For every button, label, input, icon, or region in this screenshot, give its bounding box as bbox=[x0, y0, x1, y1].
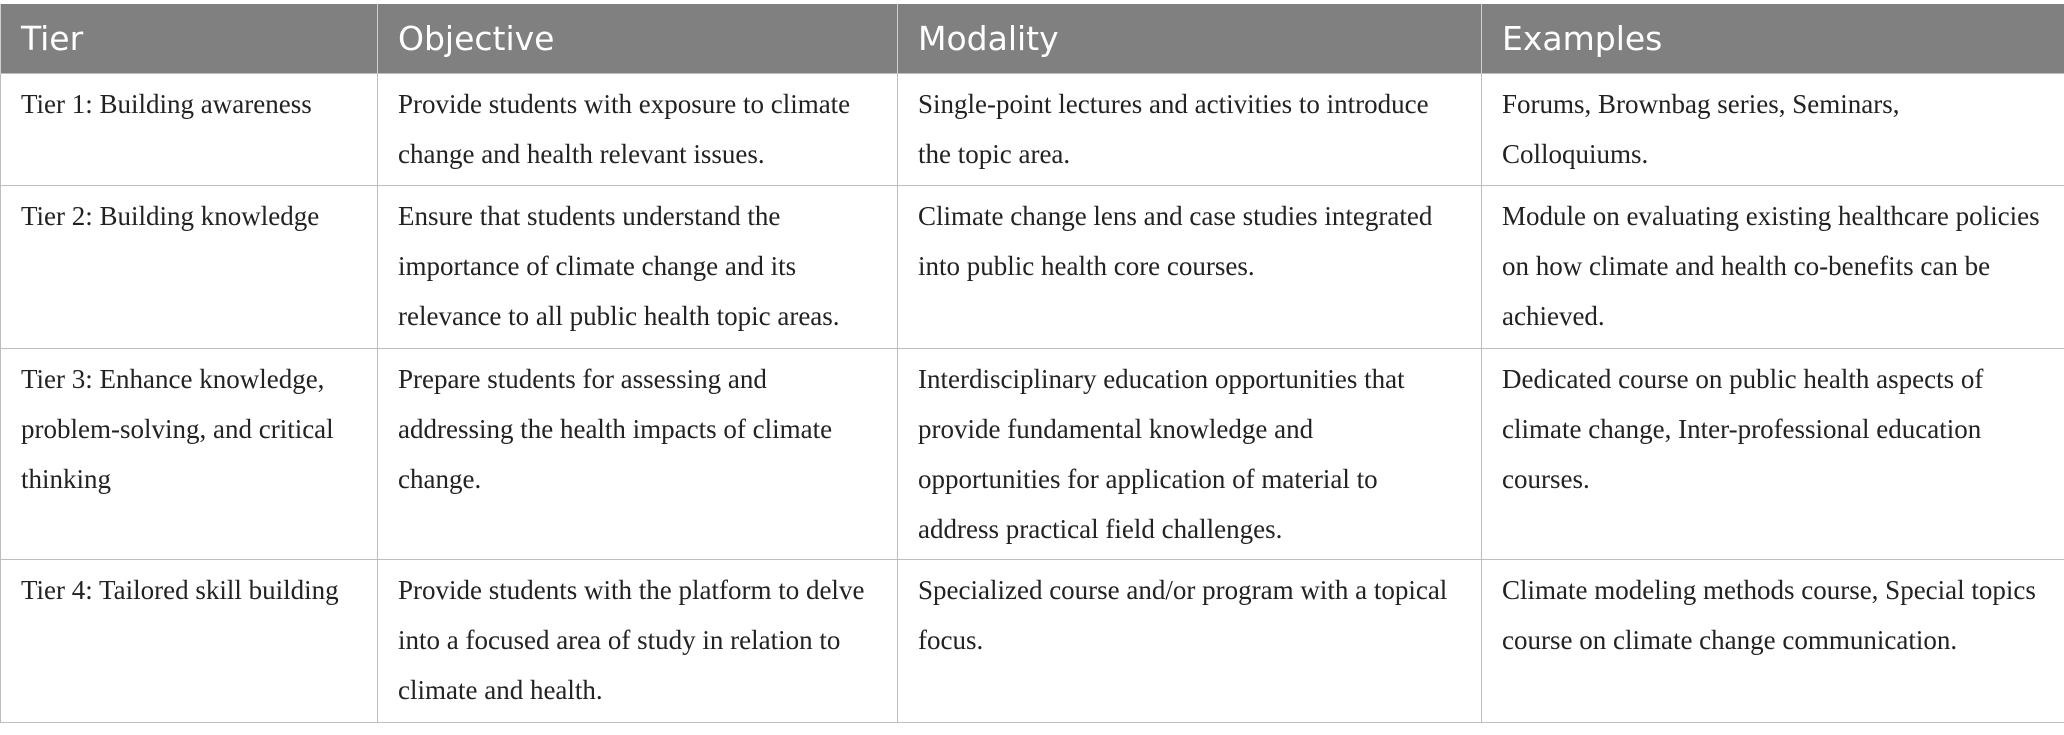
cell-objective: Ensure that students understand the importance of climate change and its relevance to all public health topic areas. bbox=[378, 186, 898, 349]
cell-modality: Interdisciplinary education opportunities that provide fundamental knowledge and opportunities for application of material to address practical field challenges. bbox=[898, 349, 1482, 560]
cell-examples: Climate modeling methods course, Special topics course on climate change communication. bbox=[1482, 560, 2064, 723]
cell-examples: Forums, Brownbag series, Seminars, Colloquiums. bbox=[1482, 74, 2064, 186]
cell-objective: Provide students with exposure to climate change and health relevant issues. bbox=[378, 74, 898, 186]
header-modality: Modality bbox=[898, 4, 1482, 74]
header-examples: Examples bbox=[1482, 4, 2064, 74]
cell-tier: Tier 3: Enhance knowledge, problem-solving, and critical thinking bbox=[1, 349, 378, 560]
cell-examples: Module on evaluating existing healthcare policies on how climate and health co-benefits can be achieved. bbox=[1482, 186, 2064, 349]
tier-table-container bbox=[0, 4, 2064, 723]
cell-tier: Tier 1: Building awareness bbox=[1, 74, 378, 186]
table-row bbox=[1, 186, 2064, 349]
table-row bbox=[1, 74, 2064, 186]
table-header-row bbox=[1, 4, 2064, 74]
cell-objective: Provide students with the platform to delve into a focused area of study in relation to climate and health. bbox=[378, 560, 898, 723]
tier-table bbox=[0, 4, 2064, 723]
header-tier: Tier bbox=[1, 4, 378, 74]
cell-modality: Climate change lens and case studies integrated into public health core courses. bbox=[898, 186, 1482, 349]
table-row bbox=[1, 349, 2064, 560]
cell-tier: Tier 2: Building knowledge bbox=[1, 186, 378, 349]
cell-modality: Specialized course and/or program with a topical focus. bbox=[898, 560, 1482, 723]
cell-modality: Single-point lectures and activities to introduce the topic area. bbox=[898, 74, 1482, 186]
header-objective: Objective bbox=[378, 4, 898, 74]
cell-tier: Tier 4: Tailored skill building bbox=[1, 560, 378, 723]
cell-objective: Prepare students for assessing and addressing the health impacts of climate change. bbox=[378, 349, 898, 560]
cell-examples: Dedicated course on public health aspects of climate change, Inter-professional education courses. bbox=[1482, 349, 2064, 560]
table-row bbox=[1, 560, 2064, 723]
